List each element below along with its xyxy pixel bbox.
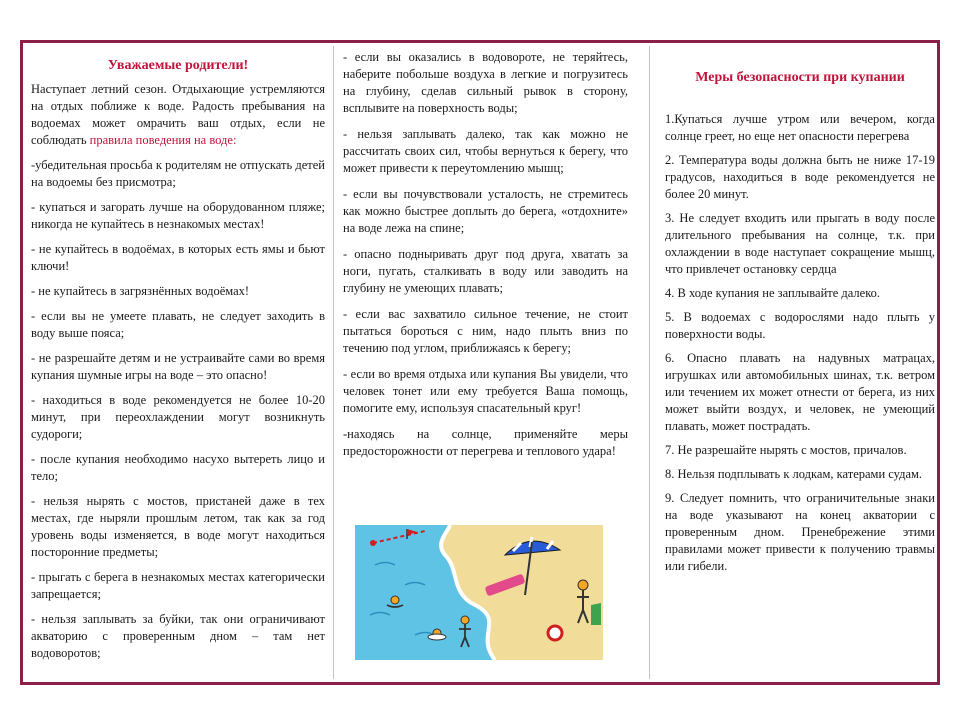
rule-item: - нельзя нырять с мостов, пристаней даже в тех местах, где ныряли прошлым летом, так как за год уровень воды изменяется, в воде могут находиться посторонние предметы;: [31, 494, 325, 559]
advice-item: - если вы оказались в водовороте, не теряйтесь, наберите побольше воздуха в легкие и погрузитесь на глубину, сделав сильный рывок в сторону, всплывите на поверхность воды;: [343, 50, 628, 115]
shrub: [591, 603, 601, 625]
swim-ring: [428, 634, 446, 640]
advice-item: - нельзя заплывать далеко, так как можно не рассчитать своих сил, чтобы вернуться к берегу, что может привести к переутомлению мышц;: [343, 127, 628, 175]
safety-item: 2. Температура воды должна быть не ниже 17-19 градусов, находиться в воде рекомендуется не более 20 минут.: [665, 153, 935, 201]
person-head: [578, 580, 588, 590]
safety-item: 6. Опасно плавать на надувных матрацах, игрушках или автомобильных шинах, т.к. ветром или течением их может отнести от берега, из них может выйти воздух, и человек, не умеющий плавать, может пострадать.: [665, 351, 935, 433]
parents-title: Уважаемые родители!: [107, 58, 249, 73]
rule-item: - после купания необходимо насухо вытереть лицо и тело;: [31, 452, 325, 483]
rule-item: - не купайтесь в загрязнённых водоёмах!: [31, 284, 250, 298]
rule-item: - если вы не умеете плавать, не следует заходить в воду выше пояса;: [31, 309, 325, 340]
buoy: [370, 540, 376, 546]
safety-column: [665, 43, 935, 682]
rule-item: - не купайтесь в водоёмах, в которых есть ямы и бьют ключи!: [31, 242, 325, 273]
advice-item: - если вас захватило сильное течение, не стоит пытаться бороться с ним, надо плыть вниз по течению под углом, приближаясь к берегу;: [343, 307, 628, 355]
safety-item: 3. Не следует входить или прыгать в воду после длительного пребывания на солнце, т.к. при охлаждении в воде наступает сокращение мышц, что привлечет остановку сердца: [665, 211, 935, 276]
rules-highlight: правила поведения на воде:: [89, 133, 237, 147]
swimmer-head: [391, 596, 399, 604]
advice-item: - если во время отдыха или купания Вы увидели, что человек тонет или ему требуется Ваша помощь, помогите ему, используя спасательный круг!: [343, 367, 628, 415]
safety-item: 4. В ходе купания не заплывайте далеко.: [665, 286, 881, 300]
safety-title: Меры безопасности при купании: [695, 70, 905, 85]
intro-paragraph: [31, 81, 325, 149]
advice-item: -находясь на солнце, применяйте меры предосторожности от перегрева и теплового удара!: [343, 427, 628, 458]
parents-column: [31, 43, 325, 682]
column-divider: [649, 46, 650, 679]
rule-item: - не разрешайте детям и не устраивайте сами во время купания шумные игры на воде – это опасно!: [31, 351, 325, 382]
rule-item: - находиться в воде рекомендуется не более 10-20 минут, при переохлаждении могут возникнуть судороги;: [31, 393, 325, 441]
rule-item: - прыгать с берега в незнакомых местах категорически запрещается;: [31, 570, 325, 601]
beach-scene-icon: [355, 525, 603, 660]
lifebuoy: [548, 626, 562, 640]
safety-item: 7. Не разрешайте нырять с мостов, причалов.: [665, 443, 907, 457]
rule-item: - купаться и загорать лучше на оборудованном пляже; никогда не купайтесь в незнакомых местах!: [31, 200, 325, 231]
advice-item: - опасно подныривать друг под друга, хватать за ноги, пугать, сталкивать в воду или заводить на глубину не умеющих плавать;: [343, 247, 628, 295]
column-divider: [333, 46, 334, 679]
rule-item: -убедительная просьба к родителям не отпускать детей на водоемы без присмотра;: [31, 158, 325, 189]
safety-item: 9. Следует помнить, что ограничительные знаки на воде указывают на конец акватории с проверенным дном. Пренебрежение этими правилами может привести к получению травмы или гибели.: [665, 491, 935, 573]
rule-item: - нельзя заплывать за буйки, так они ограничивают акваторию с проверенным дном – там нет водоворотов;: [31, 612, 325, 660]
child-head: [461, 616, 469, 624]
intro-text: Наступает летний сезон. Отдыхающие устремляются на отдых поближе к воде. Радость пребывания на водоемах может омрачить ваш отдых, если не соблюдать: [31, 82, 325, 147]
safety-item: 1.Купаться лучше утром или вечером, когда солнце греет, но еще нет опасности перегрева: [665, 112, 935, 143]
beach-illustration: [355, 525, 603, 660]
safety-item: 8. Нельзя подплывать к лодкам, катерами судам.: [665, 467, 923, 481]
safety-item: 5. В водоемах с водорослями надо плыть у поверхности воды.: [665, 310, 935, 341]
advice-item: - если вы почувствовали усталость, не стремитесь как можно быстрее доплыть до берега, «отдохните» на воде лежа на спине;: [343, 187, 628, 235]
